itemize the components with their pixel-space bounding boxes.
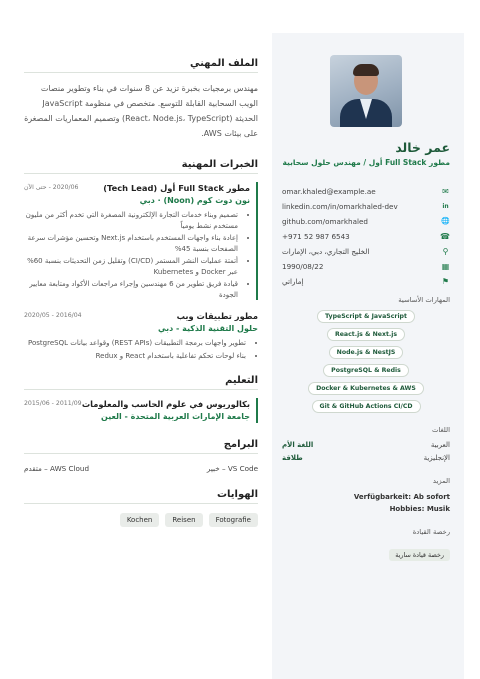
experience-heading: الخبرات المهنية bbox=[24, 159, 258, 174]
calendar-icon: ▦ bbox=[441, 262, 450, 271]
mail-icon: ✉ bbox=[442, 187, 449, 196]
more-item: Verfügbarkeit: Ab sofort bbox=[353, 493, 450, 501]
skill-chip: TypeScript & JavaScript bbox=[317, 310, 415, 323]
program-item: VS Code – خبير bbox=[206, 464, 258, 473]
skills-heading: المهارات الأساسية bbox=[398, 296, 450, 304]
job-bullets bbox=[24, 338, 258, 361]
job-bullet: • بناء لوحات تحكم تفاعلية باستخدام React و Redux bbox=[24, 351, 246, 362]
language-row bbox=[282, 440, 450, 451]
job-bullet: • قيادة فريق تطوير من 6 مهندسين وإجراء مراجعات الأكواد ومتابعة معايير الجودة bbox=[24, 279, 238, 300]
contact-phone-text: +971 52 987 6543 bbox=[282, 232, 350, 241]
job-entry bbox=[24, 182, 258, 300]
license-chip: رخصة قيادة سارية bbox=[389, 549, 450, 561]
contact-github[interactable] bbox=[282, 217, 450, 227]
job-entry bbox=[24, 310, 258, 361]
job-company: نون دوت كوم (Noon) · دبي bbox=[139, 196, 250, 205]
profile-photo bbox=[330, 55, 402, 127]
job-title: مطور تطبيقات ويب bbox=[176, 311, 258, 321]
contact-github-text: github.com/omarkhaled bbox=[282, 217, 368, 226]
education-school: جامعة الإمارات العربية المتحدة - العين bbox=[101, 412, 250, 421]
contact-phone[interactable] bbox=[282, 232, 450, 242]
language-row bbox=[282, 453, 450, 464]
languages-list bbox=[282, 440, 450, 464]
skill-chip: Git & GitHub Actions CI/CD bbox=[312, 400, 421, 413]
linkedin-icon: in bbox=[442, 203, 449, 210]
programs-list bbox=[24, 464, 258, 473]
more-heading: المزيد bbox=[432, 477, 450, 485]
profile-heading: الملف المهني bbox=[24, 58, 258, 73]
job-company: حلول التقنية الذكية - دبي bbox=[158, 324, 258, 333]
programs-heading: البرامج bbox=[24, 439, 258, 454]
license-heading: رخصة القيادة bbox=[412, 528, 450, 536]
language-level: اللغة الأم bbox=[282, 441, 314, 449]
education-entry bbox=[24, 398, 258, 423]
skill-chip: Node.js & NestJS bbox=[329, 346, 404, 359]
education-date: 2011/09 - 2015/06 bbox=[24, 400, 82, 407]
job-bullet: • تطوير واجهات برمجة التطبيقات (REST APIs) وقواعد بيانات PostgreSQL bbox=[24, 338, 246, 349]
contact-birthdate bbox=[282, 262, 450, 272]
hobbies-list bbox=[24, 513, 258, 527]
location-icon: ⚲ bbox=[442, 247, 449, 256]
education-heading: التعليم bbox=[24, 375, 258, 390]
job-bullet: • تصميم وبناء خدمات التجارة الإلكترونية المصغرة التي تخدم أكثر من مليون مستخدم نشط يومياً bbox=[24, 210, 238, 231]
contact-email[interactable] bbox=[282, 187, 450, 197]
job-date: 2016/04 - 2020/05 bbox=[24, 312, 82, 319]
hobbies-heading: الهوايات bbox=[24, 489, 258, 504]
flag-icon: ⚑ bbox=[441, 277, 450, 286]
language-name: العربية bbox=[430, 441, 450, 449]
skill-chip: PostgreSQL & Redis bbox=[323, 364, 409, 377]
contact-linkedin[interactable] bbox=[282, 202, 450, 212]
more-item: Hobbies: Musik bbox=[389, 505, 450, 513]
education-degree: بكالوريوس في علوم الحاسب والمعلومات bbox=[81, 399, 250, 409]
hobby-chip: Fotografie bbox=[209, 513, 258, 527]
hobby-chip: Kochen bbox=[120, 513, 160, 527]
program-item: AWS Cloud – متقدم bbox=[24, 464, 90, 473]
person-name: عمر خالد bbox=[395, 140, 450, 155]
phone-icon: ☎ bbox=[440, 232, 450, 241]
skill-chip: React.js & Next.js bbox=[327, 328, 405, 341]
contact-email-text: omar.khaled@example.ae bbox=[282, 187, 376, 196]
job-date: 2020/06 - حتى الآن bbox=[24, 184, 79, 191]
contact-birthdate-text: 1990/08/22 bbox=[282, 262, 324, 271]
job-bullet: • أتمتة عمليات النشر المستمر (CI/CD) وتقليل زمن التحديثات بنسبة 60% عبر Docker و Kubernetes bbox=[24, 256, 238, 277]
contact-nationality-text: إماراتي bbox=[282, 277, 304, 286]
job-bullets bbox=[24, 210, 250, 300]
person-role: مطور Full Stack أول / مهندس حلول سحابية bbox=[282, 158, 450, 167]
job-title: مطور Full Stack أول (Tech Lead) bbox=[103, 183, 250, 193]
languages-heading: اللغات bbox=[432, 426, 450, 434]
contact-nationality bbox=[282, 277, 450, 287]
contact-list bbox=[282, 187, 450, 287]
profile-summary: مهندس برمجيات بخبرة تزيد عن 8 سنوات في بناء وتطوير منصات الويب السحابية القابلة للتوسع. متخصص في منظومة JavaScript الحديثة (React، Node.js، TypeScript) وتصميم المعماريات المصغرة على بيئات AWS. bbox=[24, 84, 258, 138]
skill-chip: Docker & Kubernetes & AWS bbox=[308, 382, 424, 395]
main-content bbox=[24, 58, 258, 527]
contact-location-text: الخليج التجاري، دبي، الإمارات bbox=[282, 247, 370, 256]
hobby-chip: Reisen bbox=[165, 513, 202, 527]
globe-icon: 🌐 bbox=[441, 217, 450, 225]
language-level: طلاقة bbox=[282, 454, 303, 462]
job-bullet: • إعادة بناء واجهات المستخدم باستخدام Next.js وتحسين مؤشرات سرعة الصفحات بنسبة 45% bbox=[24, 233, 238, 254]
contact-location bbox=[282, 247, 450, 257]
sidebar bbox=[272, 33, 464, 679]
language-name: الإنجليزية bbox=[423, 454, 450, 462]
skills-list bbox=[282, 310, 450, 413]
contact-linkedin-text: linkedin.com/in/omarkhaled-dev bbox=[282, 202, 398, 211]
